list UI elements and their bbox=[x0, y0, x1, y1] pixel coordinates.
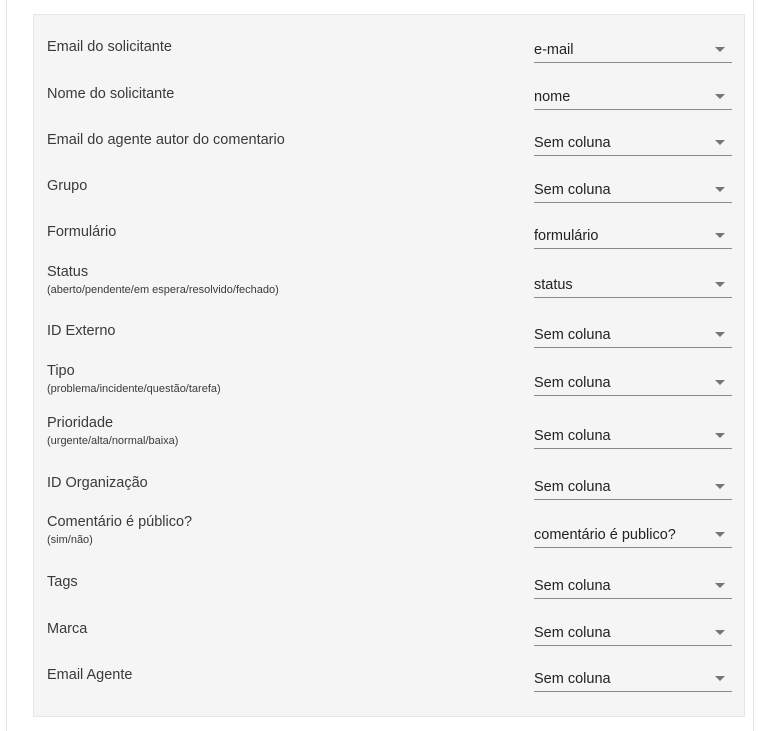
column-select-email-agente-comentario[interactable] bbox=[534, 130, 732, 156]
select-value: comentário é publico? bbox=[534, 527, 676, 543]
select-value: Sem coluna bbox=[534, 375, 611, 391]
field-label bbox=[47, 38, 172, 56]
field-label bbox=[47, 620, 87, 638]
field-label bbox=[47, 414, 178, 448]
column-select-grupo[interactable] bbox=[534, 177, 732, 203]
dropdown-arrow-icon bbox=[715, 433, 725, 438]
field-label-text: Nome do solicitante bbox=[47, 86, 175, 102]
dropdown-arrow-icon bbox=[715, 630, 725, 635]
dropdown-arrow-icon bbox=[715, 532, 725, 537]
dropdown-arrow-icon bbox=[715, 140, 725, 145]
field-label bbox=[47, 322, 116, 340]
select-value: nome bbox=[534, 89, 571, 105]
field-label-text: Email Agente bbox=[47, 667, 133, 683]
field-label bbox=[47, 513, 192, 547]
dropdown-arrow-icon bbox=[715, 233, 725, 238]
dropdown-arrow-icon bbox=[715, 47, 725, 52]
field-label-text: Formulário bbox=[47, 224, 117, 240]
column-select-nome-solicitante[interactable] bbox=[534, 84, 732, 110]
column-select-marca[interactable] bbox=[534, 620, 732, 646]
select-value: Sem coluna bbox=[534, 135, 611, 151]
field-label-text: Email do agente autor do comentario bbox=[47, 132, 285, 148]
page-container bbox=[6, 0, 754, 731]
field-mapping-panel bbox=[33, 14, 745, 717]
field-label-text: Marca bbox=[47, 621, 88, 637]
select-value: formulário bbox=[534, 228, 599, 244]
dropdown-arrow-icon bbox=[715, 187, 725, 192]
dropdown-arrow-icon bbox=[715, 484, 725, 489]
field-hint: (aberto/pendente/em espera/resolvido/fechado) bbox=[47, 284, 279, 296]
field-label-text: Comentário é público? bbox=[47, 514, 193, 530]
field-label-text: Status bbox=[47, 264, 89, 280]
column-select-email-solicitante[interactable] bbox=[534, 37, 732, 63]
field-label-text: Prioridade bbox=[47, 415, 114, 431]
field-label-text: Email do solicitante bbox=[47, 39, 172, 55]
field-label bbox=[47, 85, 174, 103]
field-label bbox=[47, 362, 221, 396]
dropdown-arrow-icon bbox=[715, 676, 725, 681]
column-select-id-externo[interactable] bbox=[534, 322, 732, 348]
column-select-tipo[interactable] bbox=[534, 370, 732, 396]
dropdown-arrow-icon bbox=[715, 94, 725, 99]
column-select-tags[interactable] bbox=[534, 573, 732, 599]
dropdown-arrow-icon bbox=[715, 332, 725, 337]
field-label bbox=[47, 223, 116, 241]
select-value: Sem coluna bbox=[534, 671, 611, 687]
column-select-id-organizacao[interactable] bbox=[534, 474, 732, 500]
field-label bbox=[47, 263, 279, 297]
column-select-email-agente[interactable] bbox=[534, 666, 732, 692]
field-label bbox=[47, 177, 87, 195]
field-label-text: Grupo bbox=[47, 178, 88, 194]
field-hint: (urgente/alta/normal/baixa) bbox=[47, 435, 179, 447]
field-label bbox=[47, 474, 148, 492]
column-select-formulario[interactable] bbox=[534, 223, 732, 249]
field-hint: (sim/não) bbox=[47, 534, 93, 546]
select-value: Sem coluna bbox=[534, 625, 611, 641]
select-value: Sem coluna bbox=[534, 182, 611, 198]
select-value: Sem coluna bbox=[534, 578, 611, 594]
select-value: Sem coluna bbox=[534, 479, 611, 495]
dropdown-arrow-icon bbox=[715, 282, 725, 287]
field-label-text: Tipo bbox=[47, 363, 75, 379]
select-value: e-mail bbox=[534, 42, 574, 58]
column-select-status[interactable] bbox=[534, 272, 732, 298]
dropdown-arrow-icon bbox=[715, 380, 725, 385]
field-hint: (problema/incidente/questão/tarefa) bbox=[47, 383, 221, 395]
column-select-prioridade[interactable] bbox=[534, 423, 732, 449]
field-label bbox=[47, 131, 285, 149]
field-label bbox=[47, 666, 132, 684]
dropdown-arrow-icon bbox=[715, 583, 725, 588]
field-label-text: ID Organização bbox=[47, 475, 148, 491]
field-label-text: Tags bbox=[47, 574, 78, 590]
select-value: status bbox=[534, 277, 573, 293]
field-label-text: ID Externo bbox=[47, 323, 116, 339]
select-value: Sem coluna bbox=[534, 327, 611, 343]
column-select-comentario-publico[interactable] bbox=[534, 522, 732, 548]
select-value: Sem coluna bbox=[534, 428, 611, 444]
field-label bbox=[47, 573, 78, 591]
